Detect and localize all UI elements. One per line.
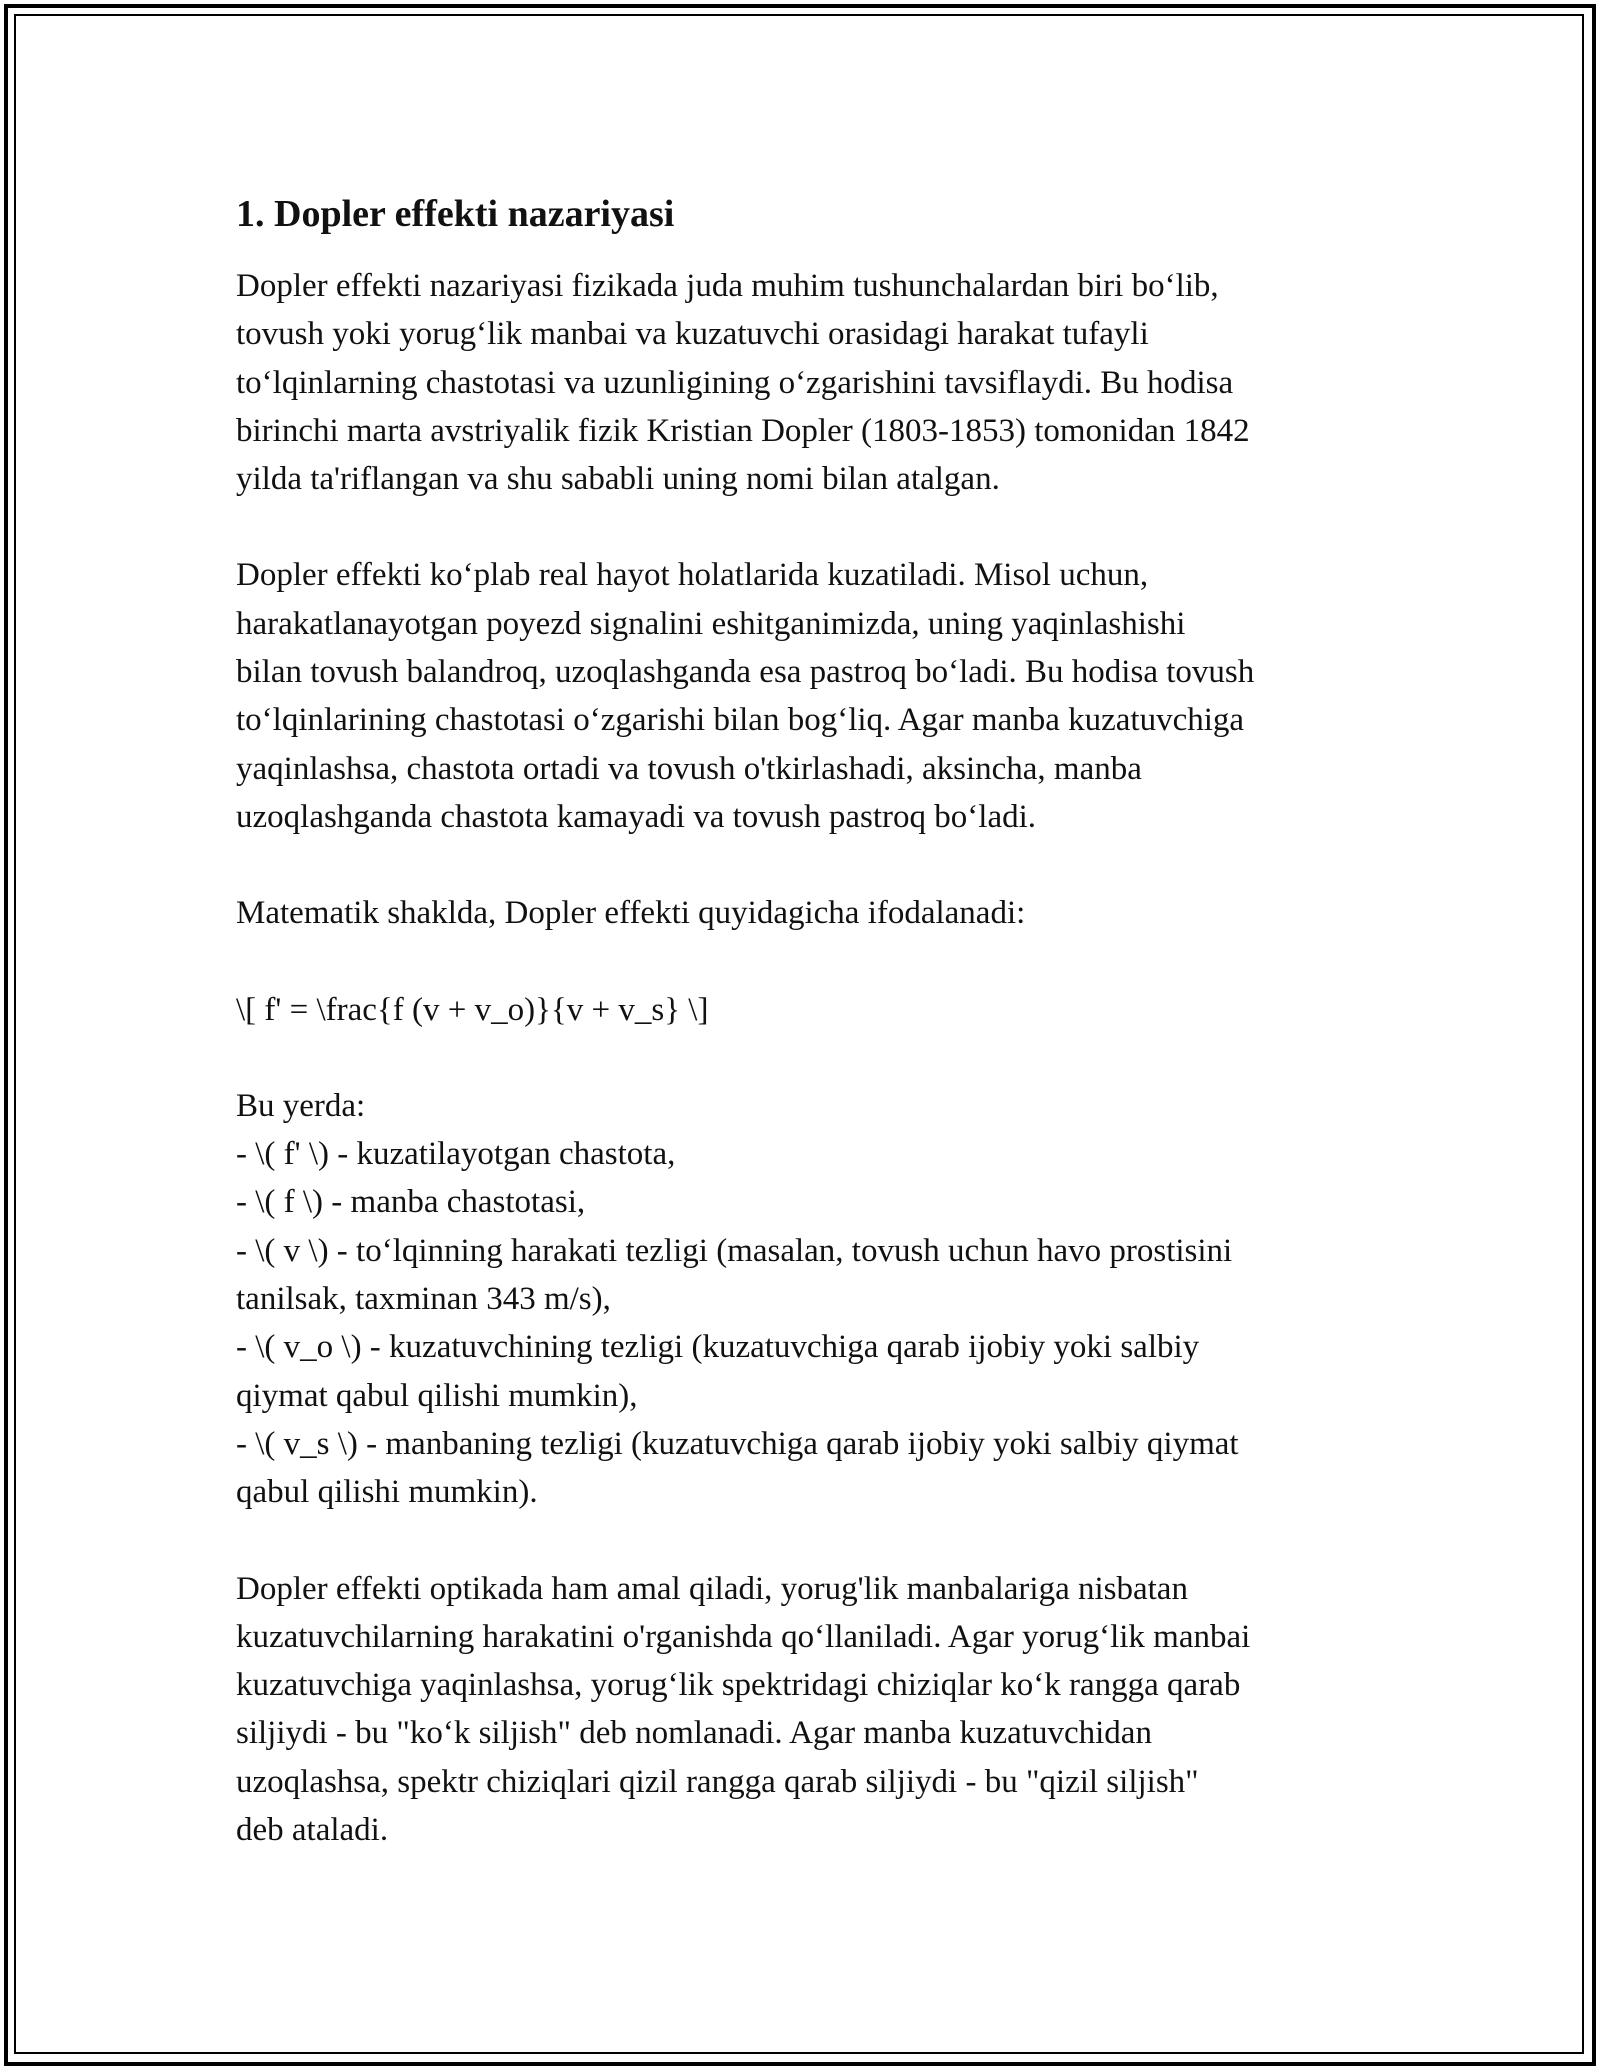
text-line: tovush yoki yorugʻlik manbai va kuzatuvchi orasidagi harakat tufayli [236,316,1149,353]
text-line: Dopler effekti nazariyasi fizikada juda muhim tushunchalardan biri boʻlib, [236,268,1219,304]
text-line: toʻlqinlarning chastotasi va uzunligining oʻzgarishini tavsiflaydi. Bu hodisa [236,364,1234,401]
text-line: toʻlqinlarining chastotasi oʻzgarishi bilan bogʻliq. Agar manba kuzatuvchiga [236,702,1245,739]
text-line: Dopler effekti optikada ham amal qiladi, yorug'lik manbalariga nisbatan [236,1570,1188,1607]
text-line: - \( v_s \) - manbaning tezligi (kuzatuvchiga qarab ijobiy yoki salbiy qiymat [236,1425,1239,1462]
paragraph-optics [236,1565,1376,1855]
formula-text: \[ f' = \frac{f (v + v_o)}{v + v_s} \] [236,991,709,1028]
section-heading: 1. Dopler effekti nazariyasi [236,193,675,235]
text-line: - \( f \) - manba chastotasi, [236,1184,586,1221]
text-line: kuzatuvchiga yaqinlashsa, yorugʻlik spektridagi chiziqlar koʻk rangga qarab [236,1667,1241,1704]
text-line: Dopler effekti koʻplab real hayot holatlarida kuzatiladi. Misol uchun, [236,557,1149,594]
text-line: - \( f' \) - kuzatilayotgan chastota, [236,1136,676,1173]
formula [236,986,1376,1034]
text-line: qiymat qabul qilishi mumkin), [236,1377,638,1414]
text-line: tanilsak, taxminan 343 m/s), [236,1281,611,1318]
text-line: deb ataladi. [236,1812,389,1849]
definitions-intro: Bu yerda: [236,1087,366,1124]
text-line: Matematik shaklda, Dopler effekti quyidagicha ifodalanadi: [236,895,1026,932]
text-line: yilda ta'riflangan va shu sababli uning nomi bilan atalgan. [236,461,1000,498]
document-body [236,184,1376,1902]
definitions-list [236,1082,1376,1517]
definition-item [236,1227,1376,1324]
definition-item [236,1420,1376,1517]
text-line: kuzatuvchilarning harakatini o'rganishda qoʻllaniladi. Agar yorugʻlik manbai [236,1618,1251,1655]
text-line: harakatlanayotgan poyezd signalini eshitganimizda, uning yaqinlashishi [236,605,1186,642]
text-line: - \( v_o \) - kuzatuvchining tezligi (kuzatuvchiga qarab ijobiy yoki salbiy [236,1329,1200,1366]
text-line: yaqinlashsa, chastota ortadi va tovush o'tkirlashadi, aksincha, manba [236,750,1142,787]
text-line: siljiydi - bu "koʻk siljish" deb nomlanadi. Agar manba kuzatuvchidan [236,1715,1152,1752]
text-line: uzoqlashganda chastota kamayadi va tovush pastroq boʻladi. [236,798,1037,835]
text-line: birinchi marta avstriyalik fizik Kristian Dopler (1803-1853) tomonidan 1842 [236,412,1250,449]
text-line: qabul qilishi mumkin). [236,1474,538,1511]
definition-item [236,1130,1376,1178]
text-line: - \( v \) - toʻlqinning harakati tezligi (masalan, tovush uchun havo prostisini [236,1232,1233,1269]
paragraph-math-intro [236,889,1376,937]
paragraph-examples [236,551,1376,841]
text-line: bilan tovush balandroq, uzoqlashganda esa pastroq boʻladi. Bu hodisa tovush [236,654,1255,691]
paragraph-intro [236,262,1376,503]
definition-item [236,1323,1376,1420]
definition-item [236,1178,1376,1226]
text-line: uzoqlashsa, spektr chiziqlari qizil rangga qarab siljiydi - bu "qizil siljish" [236,1763,1199,1800]
